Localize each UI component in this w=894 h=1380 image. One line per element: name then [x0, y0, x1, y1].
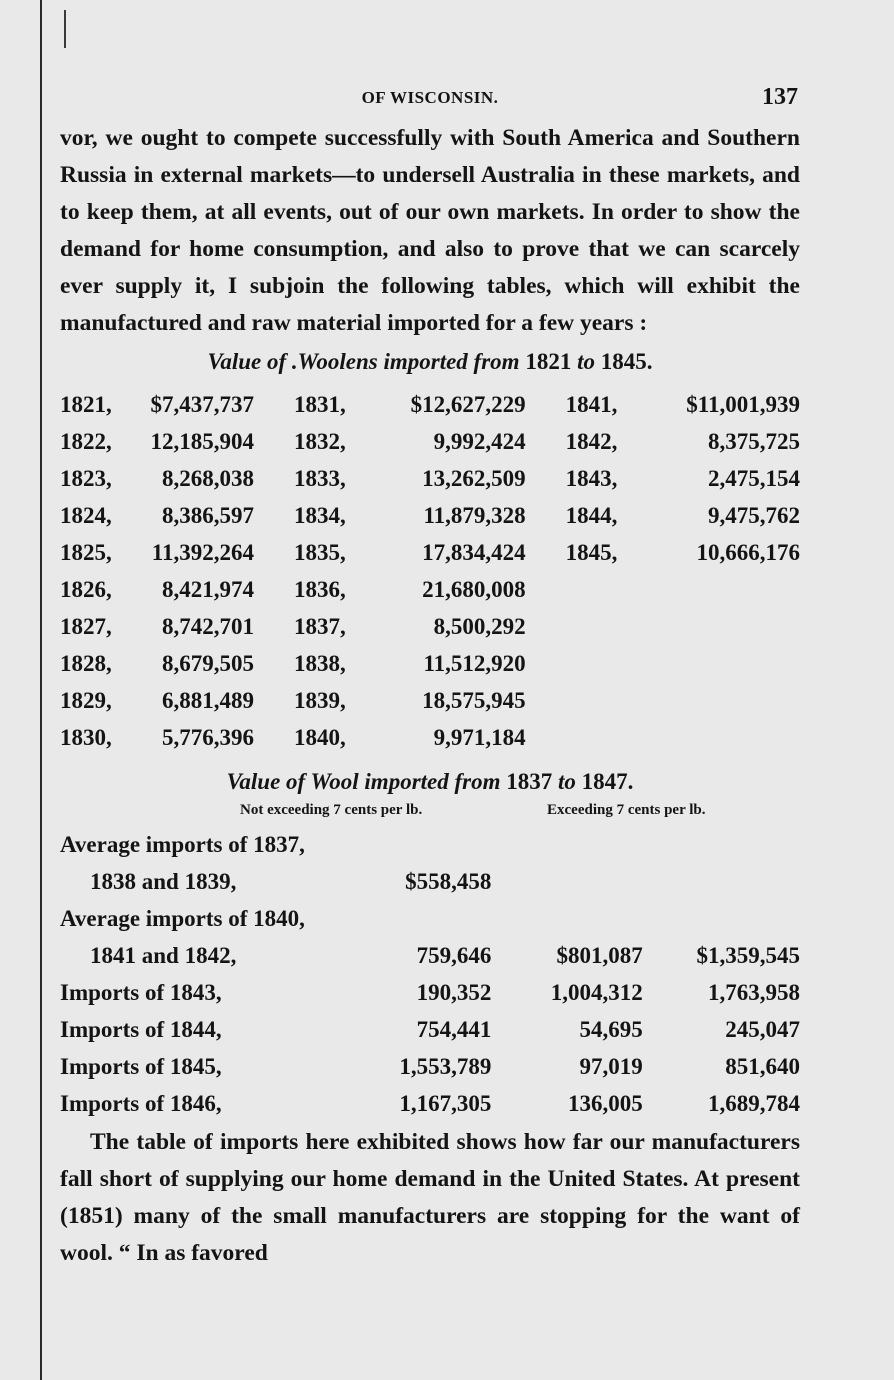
- wool-row-label: 1838 and 1839,: [90, 868, 237, 894]
- page-number: 137: [762, 84, 798, 110]
- table-row: [60, 423, 800, 460]
- woolens-value-cell: 8,421,974: [162, 576, 255, 602]
- wool-row-label: Imports of 1844,: [60, 1016, 222, 1042]
- table-row: [60, 719, 800, 756]
- table-row: [60, 1085, 800, 1122]
- wool-value-exceeding: [491, 863, 642, 900]
- wool-value-not-exceeding: [379, 826, 491, 863]
- woolens-caption-to: to: [577, 349, 595, 374]
- woolens-value-cell: 5,776,396: [162, 724, 255, 750]
- table-row: [60, 1048, 800, 1085]
- woolens-year-cell: [526, 682, 687, 719]
- woolens-value-cell: 8,500,292: [433, 613, 526, 639]
- wool-value-not-exceeding: $558,458: [405, 868, 492, 894]
- wool-row-label: Imports of 1845,: [60, 1053, 222, 1079]
- wool-column-headers: [60, 800, 800, 826]
- woolens-value-cell: 21,680,008: [422, 576, 526, 602]
- wool-row-label: 1841 and 1842,: [90, 942, 237, 968]
- woolens-value-cell: 8,742,701: [162, 613, 255, 639]
- wool-value-total: [643, 900, 800, 937]
- woolens-year-cell: 1832,: [294, 428, 346, 454]
- wool-value-total: 1,689,784: [708, 1090, 800, 1116]
- woolens-year-cell: 1829,: [60, 687, 112, 713]
- woolens-year-cell: 1835,: [294, 539, 346, 565]
- table-row: [60, 497, 800, 534]
- wool-value-exceeding: [491, 826, 642, 863]
- woolens-caption-year-from: 1821: [525, 349, 572, 374]
- table-row: [60, 534, 800, 571]
- woolens-year-cell: 1830,: [60, 724, 112, 750]
- table-row: [60, 645, 800, 682]
- wool-row-label: Imports of 1843,: [60, 979, 222, 1005]
- woolens-year-cell: 1833,: [294, 465, 346, 491]
- table-row: [60, 571, 800, 608]
- woolens-year-cell: 1838,: [294, 650, 346, 676]
- book-page: [60, 80, 800, 1272]
- woolens-value-cell: 8,679,505: [162, 650, 255, 676]
- wool-value-total: 1,763,958: [708, 979, 800, 1005]
- woolens-caption-year-to: 1845.: [600, 349, 653, 374]
- column-header-exceeding: Exceeding 7 cents per lb.: [547, 802, 706, 818]
- wool-value-total: [643, 863, 800, 900]
- woolens-year-cell: 1845,: [565, 539, 618, 565]
- table-row: [60, 386, 800, 423]
- wool-value-not-exceeding: 1,553,789: [399, 1053, 492, 1079]
- wool-value-total: 851,640: [725, 1053, 800, 1079]
- woolens-year-cell: [526, 645, 687, 682]
- woolens-value-cell: [686, 682, 800, 719]
- wool-caption-year-to: 1847.: [581, 769, 634, 794]
- wool-value-not-exceeding: [379, 900, 491, 937]
- woolens-year-cell: 1825,: [60, 539, 112, 565]
- woolens-value-cell: 8,386,597: [162, 502, 255, 528]
- wool-caption-year-from: 1837: [506, 769, 553, 794]
- wool-value-total: $1,359,545: [696, 942, 800, 968]
- table-row: [60, 900, 800, 937]
- column-header-not-exceeding: Not exceeding 7 cents per lb.: [240, 802, 423, 818]
- wool-row-label: Average imports of 1837,: [60, 831, 305, 857]
- wool-value-not-exceeding: 759,646: [416, 942, 492, 968]
- woolens-year-cell: 1834,: [294, 502, 346, 528]
- woolens-value-cell: $12,627,229: [410, 391, 526, 417]
- woolens-value-cell: [686, 719, 800, 756]
- woolens-value-cell: 9,971,184: [433, 724, 526, 750]
- woolens-year-cell: 1824,: [60, 502, 112, 528]
- woolens-year-cell: 1821,: [60, 391, 112, 417]
- woolens-value-cell: $7,437,737: [150, 391, 255, 417]
- woolens-year-cell: [526, 719, 687, 756]
- woolens-year-cell: 1842,: [565, 428, 618, 454]
- woolens-year-cell: 1841,: [565, 391, 618, 417]
- woolens-year-cell: 1839,: [294, 687, 346, 713]
- table-row: [60, 460, 800, 497]
- wool-value-not-exceeding: 1,167,305: [399, 1090, 492, 1116]
- woolens-value-cell: [686, 608, 800, 645]
- table-row: [60, 863, 800, 900]
- woolens-value-cell: 6,881,489: [162, 687, 255, 713]
- wool-caption-text: Value of Wool imported from: [226, 769, 501, 794]
- wool-table: [60, 826, 800, 1122]
- woolens-table-caption: [60, 344, 800, 380]
- wool-caption-to: to: [558, 769, 576, 794]
- woolens-value-cell: 2,475,154: [708, 465, 800, 491]
- wool-value-exceeding: 136,005: [568, 1090, 643, 1116]
- table-row: [60, 826, 800, 863]
- woolens-value-cell: 13,262,509: [422, 465, 526, 491]
- running-head: [60, 80, 800, 120]
- woolens-year-cell: 1827,: [60, 613, 112, 639]
- woolens-year-cell: 1837,: [294, 613, 346, 639]
- wool-value-total: 245,047: [725, 1016, 800, 1042]
- wool-row-label: Average imports of 1840,: [60, 905, 305, 931]
- woolens-year-cell: 1840,: [294, 724, 346, 750]
- wool-table-caption: [60, 764, 800, 800]
- table-row: [60, 937, 800, 974]
- woolens-value-cell: 9,475,762: [708, 502, 800, 528]
- wool-value-not-exceeding: 754,441: [416, 1016, 492, 1042]
- wool-value-exceeding: 1,004,312: [550, 979, 643, 1005]
- page-gutter-line: [40, 0, 42, 1380]
- woolens-value-cell: [686, 571, 800, 608]
- woolens-year-cell: [526, 608, 687, 645]
- intro-paragraph: vor, we ought to compete successfully with South America and Southern Russia in external markets—to undersell Australia in these markets, and to keep them, at all events, out of our own markets. In order to show the demand for home consumption, and also to prove that we can scarcely ever supply it, I subjoin the following tables, which will exhibit the manufactured and raw material imported for a few years :: [60, 125, 800, 336]
- woolens-year-cell: 1828,: [60, 650, 112, 676]
- wool-value-exceeding: $801,087: [556, 942, 643, 968]
- woolens-year-cell: 1831,: [294, 391, 346, 417]
- wool-value-not-exceeding: 190,352: [416, 979, 492, 1005]
- wool-value-total: [643, 826, 800, 863]
- woolens-value-cell: 11,879,328: [423, 502, 526, 528]
- woolens-value-cell: 8,375,725: [708, 428, 800, 454]
- wool-value-exceeding: [491, 900, 642, 937]
- table-row: [60, 974, 800, 1011]
- wool-value-exceeding: 54,695: [579, 1016, 643, 1042]
- wool-value-exceeding: 97,019: [579, 1053, 643, 1079]
- table-row: [60, 1011, 800, 1048]
- woolens-year-cell: 1843,: [565, 465, 618, 491]
- running-title: OF WISCONSIN.: [361, 88, 499, 107]
- woolens-year-cell: 1844,: [565, 502, 618, 528]
- woolens-year-cell: 1822,: [60, 428, 112, 454]
- woolens-value-cell: 11,392,264: [151, 539, 255, 565]
- woolens-value-cell: 10,666,176: [696, 539, 800, 565]
- woolens-value-cell: 11,512,920: [423, 650, 526, 676]
- woolens-value-cell: 17,834,424: [422, 539, 526, 565]
- page-gutter-mark: [64, 10, 66, 48]
- closing-paragraph: The table of imports here exhibited shows how far our manufacturers fall short of supplying our home demand in the United States. At present (1851) many of the small manufacturers are stopping for the want of wool. “ In as favored: [60, 1129, 800, 1266]
- woolens-value-cell: 8,268,038: [162, 465, 255, 491]
- table-row: [60, 608, 800, 645]
- woolens-caption-text: Value of .Woolens imported from: [207, 349, 520, 374]
- woolens-table: [60, 386, 800, 756]
- woolens-year-cell: 1823,: [60, 465, 112, 491]
- woolens-year-cell: 1826,: [60, 576, 112, 602]
- woolens-year-cell: 1836,: [294, 576, 346, 602]
- woolens-value-cell: 12,185,904: [150, 428, 255, 454]
- woolens-value-cell: 9,992,424: [433, 428, 526, 454]
- woolens-value-cell: $11,001,939: [686, 391, 800, 417]
- wool-row-label: Imports of 1846,: [60, 1090, 222, 1116]
- woolens-value-cell: 18,575,945: [422, 687, 526, 713]
- woolens-year-cell: [526, 571, 687, 608]
- woolens-value-cell: [686, 645, 800, 682]
- table-row: [60, 682, 800, 719]
